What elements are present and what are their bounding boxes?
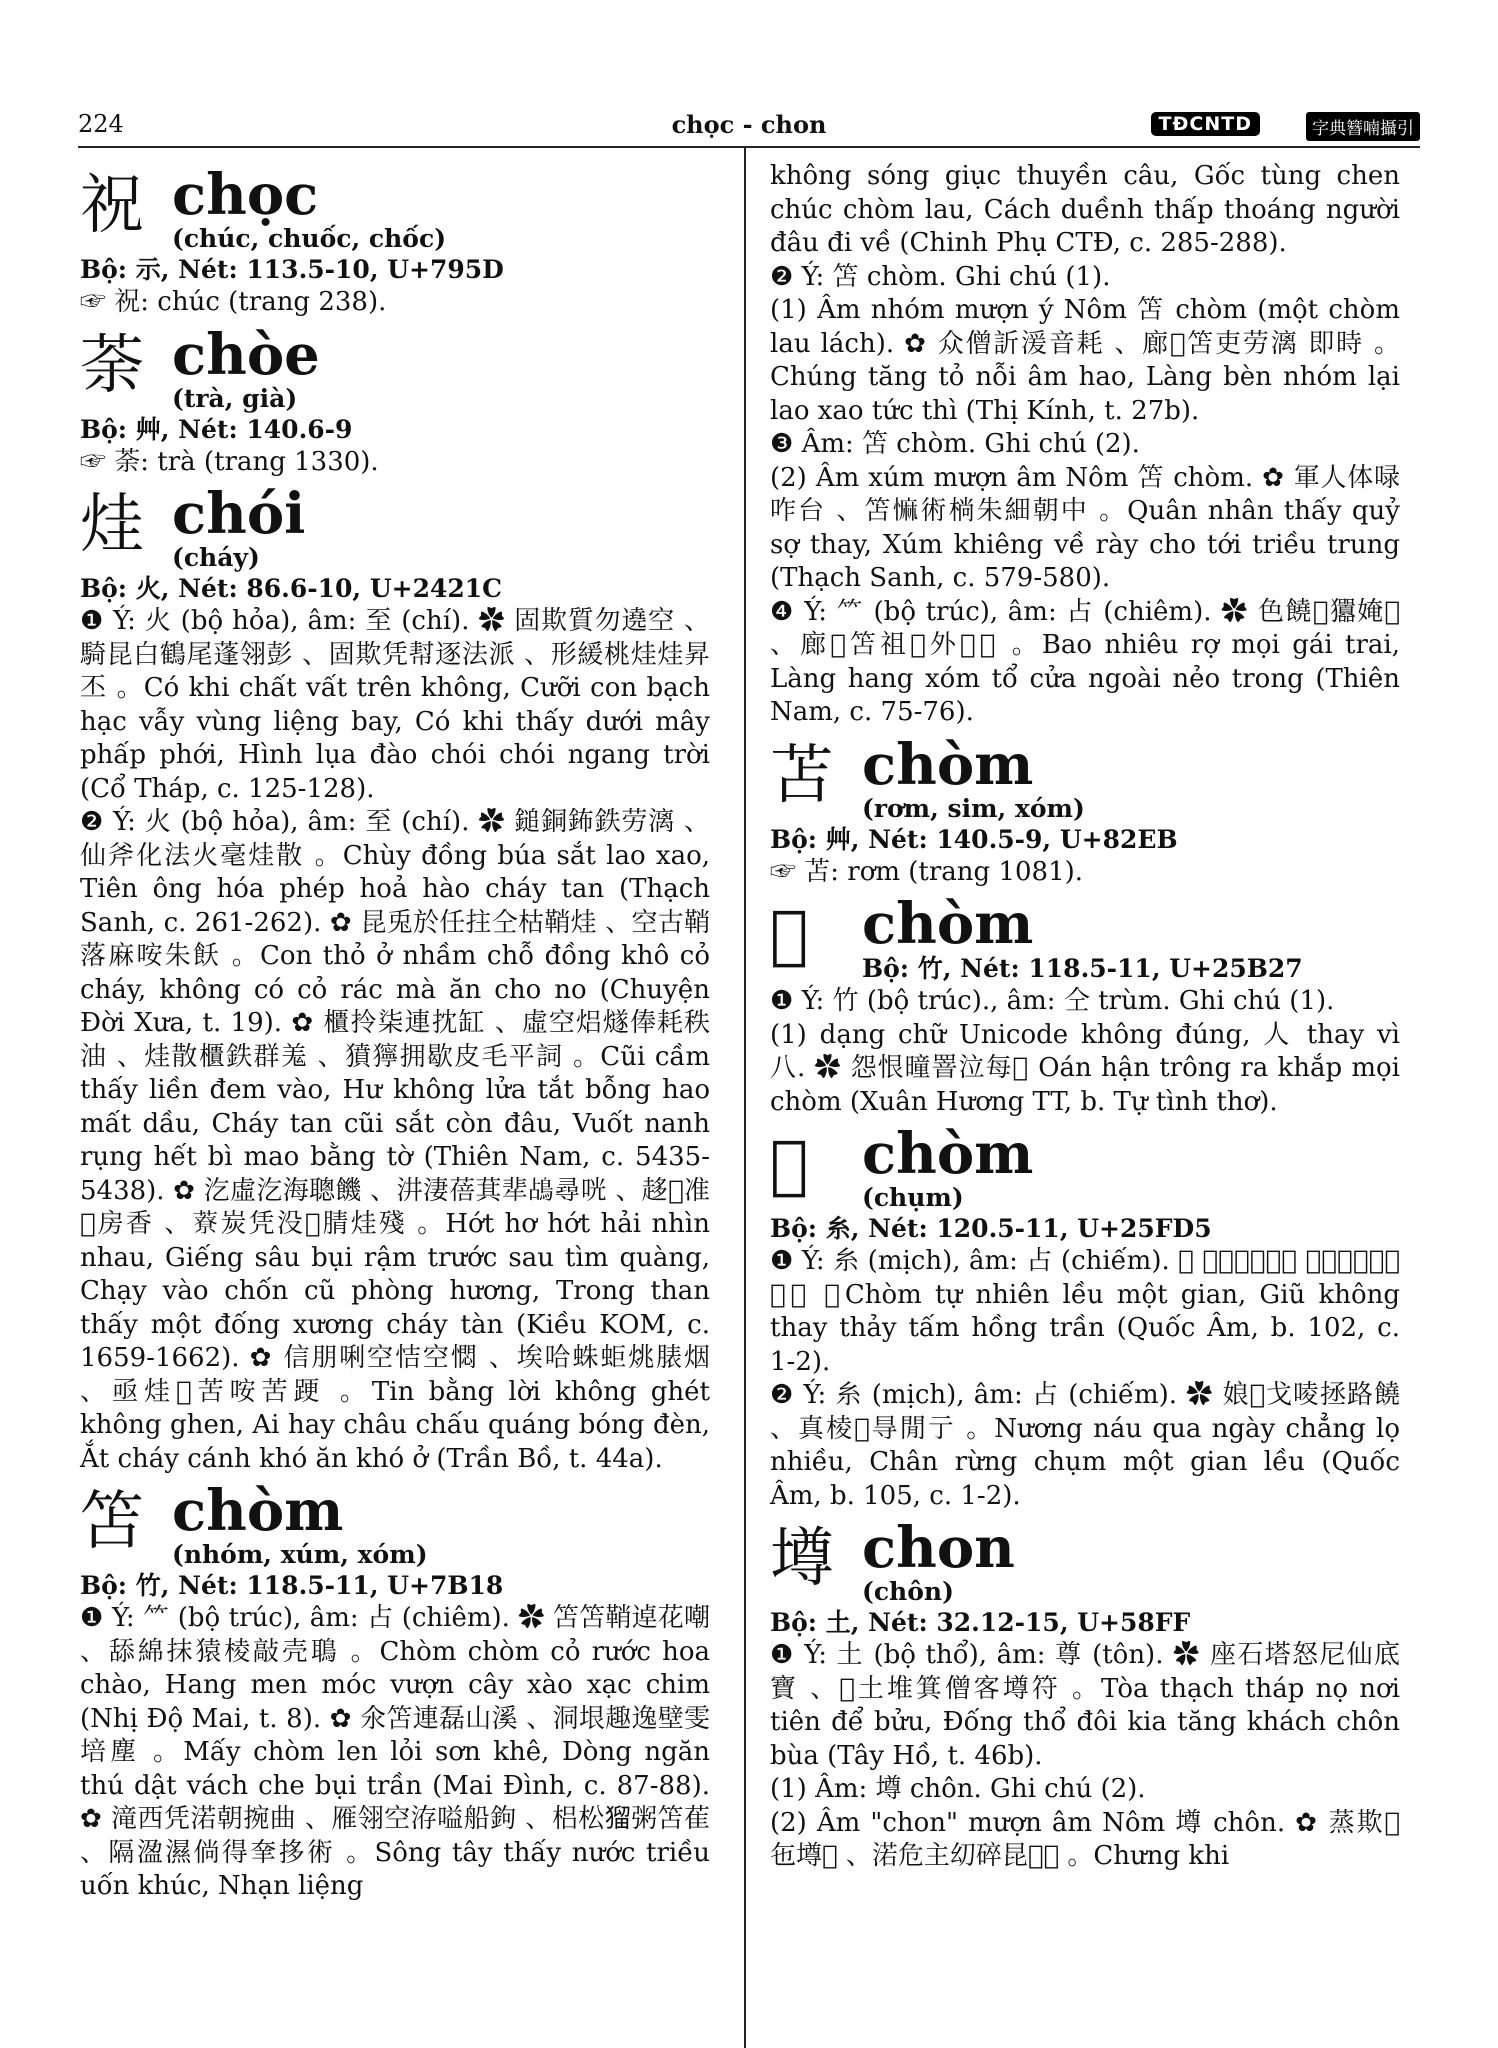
entry: [80, 162, 710, 320]
entry: [770, 731, 1400, 890]
entry-character: 𥿕: [770, 1128, 809, 1202]
entry: [770, 1121, 1400, 1513]
entry-headword: chon: [862, 1515, 1015, 1581]
entry-character: 祝: [80, 169, 144, 243]
entry-sense: ❶ Ý: 竹 (bộ trúc)., âm: 仝 trùm. Ghi chú (1).: [770, 986, 1335, 1016]
entry-alt-readings: (nhóm, xúm, xóm): [172, 1540, 428, 1569]
entry-radical-info: Bộ: 火, Nét: 86.6-10, U+2421C: [80, 574, 503, 603]
entry-radical-info: Bộ: 竹, Nét: 118.5-11, U+25B27: [862, 954, 1303, 983]
entry-head: [80, 162, 710, 254]
left-column: [80, 160, 710, 1904]
entry-radical-info: Bộ: 示, Nét: 113.5-10, U+795D: [80, 255, 504, 284]
entry-alt-readings: (cháy): [172, 543, 260, 572]
entry-head: [770, 1515, 1400, 1607]
entry-headword: chói: [172, 481, 306, 547]
entry-character: 荼: [80, 328, 144, 403]
entry-note: (1) dạng chữ Unicode không đúng, 人 thay vì 八. ✿ 怨恨曈罯泣每𥬧 Oán hận trông ra khắp mọi chòm (Xuân Hương TT, b. Tự tình thơ).: [770, 1019, 1400, 1117]
entry-radical-info: Bộ: 艸, Nét: 140.5-9, U+82EB: [770, 824, 1178, 854]
entry-sense: ❷ Ý: 笘 chòm. Ghi chú (1).: [770, 261, 1111, 292]
entry: [770, 1515, 1400, 1874]
entry-character: 墫: [770, 1522, 834, 1596]
entry: [80, 1478, 710, 1904]
entry-alt-readings: (chụm): [862, 1183, 964, 1212]
entry-sense: ❶ Ý: 糸 (mịch), âm: 占 (chiếm). ✿ 𥿕自然亍㝵閒 、搶空汰汰縿紅塵 。Chòm tự nhiên lều một gian, Giũ không thay thảy tấm hồng trần (Quốc Âm, b. 102, c. 1-2).: [770, 1246, 1400, 1377]
entry-note: (1) Âm nhóm mượn ý Nôm 笘 chòm (một chòm lau lách). ✿ 众僧訢湲音耗 、廊𠂫笘吏劳漓 即時 。Chúng tăng tỏ nỗi âm hao, Làng bèn nhóm lại lao xao tức thì (Thị Kính, t. 27b).: [770, 295, 1400, 426]
entry-alt-readings: (chôn): [862, 1577, 954, 1606]
entry-character: 烓: [80, 488, 144, 562]
entry-head: [770, 731, 1400, 824]
entry-note: (1) Âm: 墫 chôn. Ghi chú (2).: [770, 1774, 1146, 1804]
entry-headword: chòm: [862, 891, 1034, 957]
page-header: [78, 110, 1420, 144]
entry-head: [770, 1121, 1400, 1213]
entry-sense: ❶ Ý: ⺮ (bộ trúc), âm: 占 (chiêm). ✿ 笘笘鞘逴花嘲 、舔綿抹猿棱敲壳鵈 。Chòm chòm cỏ rước hoa chào, Hang men móc vượn cây xào xạc chim (Nhị Độ Mai, t. 8). ✿ 氽笘連磊山溪 、洞垠趣逸壁雯培塵 。Mấy chòm len lỏi sơn khê, Dòng ngăn thú dật vách che bụi trần (Mai Đình, c. 87-88). ✿ 滝西凭渃朝捥曲 、雁翎空洊嗌船鉤 、梠松𤠑粥笘萑 、隔溋濕倘得羍拸術 。Sông tây thấy nước triều uốn khúc, Nhạn liệng: [80, 1603, 710, 1901]
entry-radical-info: Bộ: 艸, Nét: 140.6-9: [80, 414, 353, 444]
running-head: chọc - chon: [671, 110, 827, 139]
publisher-logo: TĐCNTD: [1151, 112, 1260, 136]
entry-headword: chòe: [172, 321, 320, 388]
page-number: 224: [78, 110, 124, 138]
entry-sense: ❷ Ý: 火 (bộ hỏa), âm: 至 (chí). ✿ 鎚銅鈽鉄劳漓 、仙斧化法火毫烓散 。Chùy đồng búa sắt lao xao, Tiên ông hóa phép hoả hào cháy tan (Thạch Sanh, c. 261-262). ✿ 昆兎於任拄仝枯鞘烓 、空古鞘落麻咹朱飫 。Con thỏ ở nhầm chỗ đồng khô cỏ cháy, không có cỏ rác mà ăn cho no (Chuyện Đời Xưa, t. 19). ✿ 櫃拎柒連抌缸 、虛空焒燧俸耗秩油 、烓散櫃鉄群羗 、獖獰拥歇皮毛平詞 。Cũi cầm thấy liền đem vào, Hư không lửa tắt bỗng hao mất dầu, Cháy tan cũi sắt còn đâu, Vuốt nanh rụng hết bì mao bằng tờ (Thiên Nam, c. 5435-5438). ✿ 汔虛汔海聰饑 、汫淒蓓萁㹃𪀄尋咣 、趍𠓨准𧆄房香 、𦼔炭凭没𡏦腈烓殘 。Hớt hơ hớt hải nhìn nhau, Giếng sâu bụi rậm trước sau tìm quàng, Chạy vào chốn cũ phòng hương, Trong than thấy một đống xương cháy tàn (Kiều KOM, c. 1659-1662). ✿ 信朋唎空恄空㦖 、埃哈蛛蚷烑脿烟 、亟烓𤍌苦咹苦𨁈 。Tin bằng lời không ghét không ghen, Ai hay châu chấu quáng bóng đèn, Ắt cháy cánh khó ăn khó ở (Trần Bồ, t. 44a).: [80, 807, 710, 1474]
entry-note: (2) Âm xúm mượn âm Nôm 笘 chòm. ✿ 軍人体㖨咋台 、笘𢠩術㭻朱細朝中 。Quân nhân thấy quỷ sợ thay, Xúm khiêng về rày cho tới triều trung (Thạch Sanh, c. 579-580).: [770, 462, 1400, 593]
entry-headword: chọc: [172, 162, 319, 228]
entry-sense: ❶ Ý: 土 (bộ thổ), âm: 尊 (tôn). ✿ 座石塔怒尼仙底寶 、𡏦土堆箕僧客墫符 。Tòa thạch tháp nọ nơi tiên để bửu, Đống thổ đôi kia tăng khách chôn bùa (Tây Hồ, t. 46b).: [770, 1640, 1400, 1771]
entry: [770, 891, 1400, 1119]
entry-sense: ❷ Ý: 糸 (mịch), âm: 占 (chiếm). ✿ 娘𦁂戈㖫拯路饒 、真棱𥿕㝵閒亍 。Nương náu qua ngày chẳng lọ nhiều, Chân rừng chụm một gian lều (Quốc Âm, b. 105, c. 1-2).: [770, 1380, 1400, 1511]
entry-head: [80, 481, 710, 573]
entry: [80, 321, 710, 480]
entry-sense: ❸ Âm: 笘 chòm. Ghi chú (2).: [770, 429, 1140, 459]
entry-text: ☞ 祝: chúc (trang 238).: [80, 287, 387, 317]
entry-headword: chòm: [172, 1478, 344, 1544]
entry-radical-info: Bộ: 竹, Nét: 118.5-11, U+7B18: [80, 1571, 504, 1600]
entry-character: 𥬧: [770, 898, 809, 972]
header-rule: [78, 146, 1420, 148]
entry-text: không sóng giục thuyền câu, Gốc tùng chen chúc chòm lau, Cách duềnh thấp thoáng người đâu đi về (Chinh Phụ CTĐ, c. 285-288).: [770, 161, 1400, 258]
entry-alt-readings: (rơm, sim, xóm): [862, 793, 1085, 823]
entry-character: 笘: [80, 1485, 144, 1559]
entry-headword: chòm: [862, 731, 1034, 798]
entry-text: ☞ 荼: trà (trang 1330).: [80, 446, 379, 477]
entry-character: 苫: [770, 738, 834, 813]
right-column: [770, 160, 1400, 1874]
entry-head: [80, 1478, 710, 1570]
entry-head: [80, 321, 710, 414]
entry-radical-info: Bộ: 土, Nét: 32.12-15, U+58FF: [770, 1608, 1191, 1637]
column-divider: [744, 147, 746, 2048]
entry-sense: ❹ Ý: ⺮ (bộ trúc), âm: 占 (chiêm). ✿ 色饒𤞻㺧㛪𡢻 、廊𠀧笘祖𢯞外𡗶𨉟 。Bao nhiêu rợ mọi gái trai, Làng hang xóm tổ cửa ngoài nẻo trong (Thiên Nam, c. 75-76).: [770, 596, 1400, 727]
entry: [80, 481, 710, 1476]
entry-alt-readings: (chúc, chuốc, chốc): [172, 224, 447, 253]
entry-radical-info: Bộ: 糸, Nét: 120.5-11, U+25FD5: [770, 1214, 1212, 1243]
dictionary-seal-logo: 字典簪喃攝引: [1306, 112, 1420, 141]
entry-note: (2) Âm "chon" mượn âm Nôm 墫 chôn. ✿ 蒸欺𣋻㐌墫𡗅 、渃危主㓜碎昆𥪝𠰘 。Chưng khi: [770, 1807, 1400, 1871]
entry-continuation: [770, 160, 1400, 730]
entry-headword: chòm: [862, 1121, 1034, 1187]
entry-head: [770, 891, 1400, 985]
entry-alt-readings: (trà, già): [172, 383, 298, 413]
entry-sense: ❶ Ý: 火 (bộ hỏa), âm: 至 (chí). ✿ 固欺質勿遶空 、騎昆白鶴尾蓬翎彭 、固欺凭幇逐法派 、形緩桃烓烓昇丕 。Có khi chất vất trên không, Cưỡi con bạch hạc vẫy vùng liệng bay, Có khi thấy dưới mây phấp phới, Hình lụa đào chói chói ngang trời (Cổ Tháp, c. 125-128).: [80, 606, 710, 804]
entry-text: ☞ 苫: rơm (trang 1081).: [770, 856, 1084, 887]
